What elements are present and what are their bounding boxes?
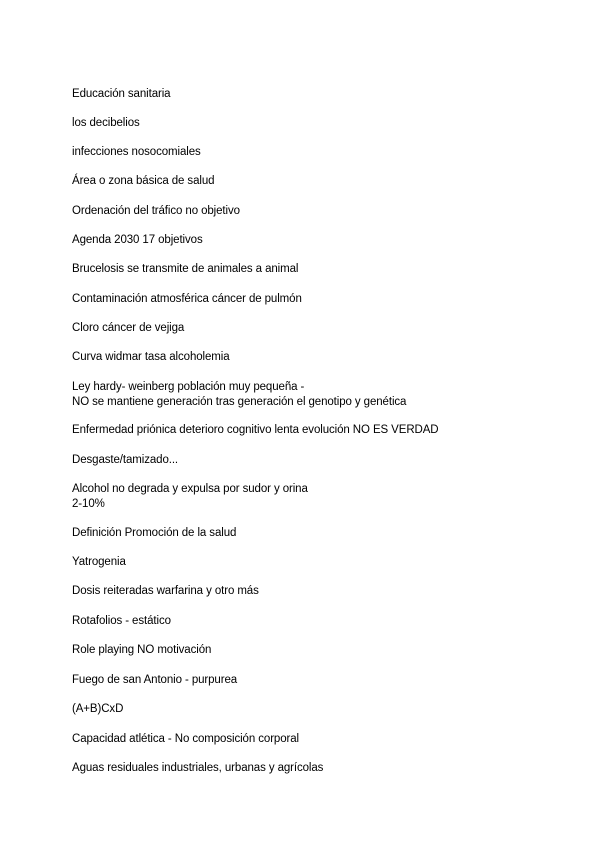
note-line: Cloro cáncer de vejiga — [72, 322, 185, 334]
note-line: Área o zona básica de salud — [72, 175, 215, 187]
note-line: Alcohol no degrada y expulsa por sudor y orina — [72, 483, 308, 495]
note-line: Enfermedad priónica deterioro cognitivo lenta evolución NO ES VERDAD — [72, 424, 439, 436]
note-paragraph — [72, 482, 308, 511]
note-line: los decibelios — [72, 117, 140, 129]
note-line: NO se mantiene generación tras generación el genotipo y genética — [72, 395, 407, 408]
note-line: Contaminación atmosférica cáncer de pulmón — [72, 293, 302, 305]
note-line: Aguas residuales industriales, urbanas y agrícolas — [72, 762, 324, 774]
note-line: (A+B)CxD — [72, 703, 124, 715]
note-line: Yatrogenia — [72, 556, 126, 568]
note-line: 2-10% — [72, 497, 105, 510]
note-line: Curva widmar tasa alcoholemia — [72, 351, 230, 363]
note-line: Educación sanitaria — [72, 88, 171, 100]
note-line: Desgaste/tamizado... — [72, 454, 179, 466]
note-line: Role playing NO motivación — [72, 644, 212, 656]
note-paragraph — [72, 380, 406, 409]
note-line: Definición Promoción de la salud — [72, 527, 237, 539]
note-line: Dosis reiteradas warfarina y otro más — [72, 585, 259, 597]
note-line: Agenda 2030 17 objetivos — [72, 234, 203, 246]
note-line: Brucelosis se transmite de animales a animal — [72, 263, 299, 275]
note-line: Fuego de san Antonio - purpurea — [72, 674, 238, 686]
note-line: infecciones nosocomiales — [72, 146, 201, 158]
note-line: Rotafolios - estático — [72, 615, 171, 627]
note-line: Capacidad atlética - No composición corporal — [72, 733, 299, 745]
note-line: Ordenación del tráfico no objetivo — [72, 205, 240, 217]
note-line: Ley hardy- weinberg población muy pequeña - — [72, 381, 305, 393]
